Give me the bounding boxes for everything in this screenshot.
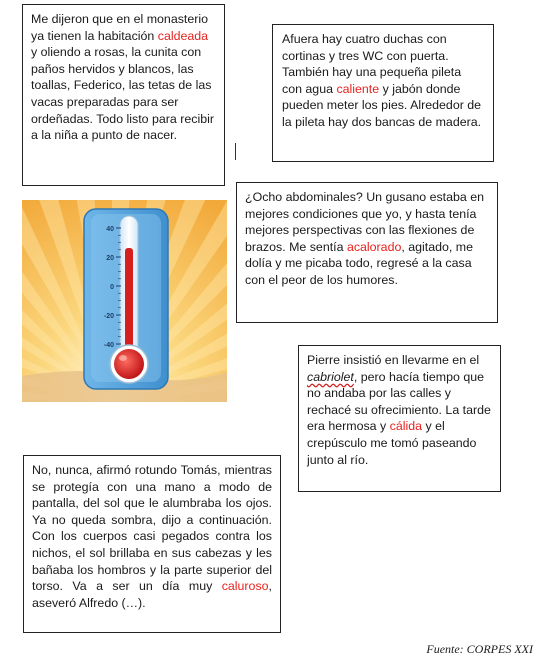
text-excerpt-3 bbox=[236, 182, 498, 323]
excerpt-5-paragraph bbox=[32, 462, 272, 611]
source-caption: Fuente: CORPES XXI bbox=[426, 642, 533, 656]
thermometer-illustration bbox=[22, 200, 227, 402]
excerpt-3-text-b: , agitado, me dolía y me picaba todo, regresé a la casa con el peor de los humores. bbox=[245, 239, 473, 287]
scale-label: -20 bbox=[103, 313, 114, 320]
highlight-word-caluroso: caluroso bbox=[221, 579, 269, 594]
mercury-column bbox=[125, 248, 133, 360]
text-excerpt-5 bbox=[23, 455, 281, 633]
text-excerpt-2 bbox=[272, 24, 494, 162]
excerpt-2-text-a: Afuera hay cuatro duchas con cortinas y tres WC con puerta. También hay una pequeña pileta con agua bbox=[282, 32, 462, 96]
excerpt-3-paragraph bbox=[245, 189, 489, 289]
text-cursor bbox=[235, 143, 236, 160]
scale-label: 40 bbox=[106, 226, 114, 233]
excerpt-1-text-b: y oliendo a rosas, la cunita con paños hervidos y blancos, las toallas, Federico, las tetas de las vacas preparadas para ser ordeñadas. Todo listo para recibir a la niña a punto de nacer. bbox=[31, 45, 214, 143]
excerpt-5-text-b: , aseveró Alfredo (…). bbox=[32, 579, 272, 610]
highlight-word-calida: cálida bbox=[389, 419, 423, 434]
italic-word-cabriolet: cabriolet bbox=[307, 369, 354, 384]
excerpt-3-text-a: ¿Ocho abdominales? Un gusano estaba en mejores condiciones que yo, y hasta tenía mejores perspectivas con las flexiones de brazos. Me sentía bbox=[245, 190, 485, 254]
excerpt-4-paragraph bbox=[307, 352, 492, 468]
mercury-bulb bbox=[114, 349, 144, 379]
thermometer-svg bbox=[22, 200, 227, 402]
excerpt-5-text-a: No, nunca, afirmó rotundo Tomás, mientras se protegía con una mano a modo de pantalla, del sol que le alumbraba los ojos. Ya no queda sombra, dijo a continuación. Con los cuerpos casi pegados contra los nichos, el sol brillaba en sus cabezas y les bañaba los hombros y la parte superior del torso. Va a ser un día muy bbox=[32, 463, 272, 594]
excerpt-2-paragraph bbox=[282, 31, 484, 131]
excerpt-4-text-b: , pero hacía tiempo que no andaba por las calles y rechacé su ofrecimiento. La tarde era hermosa y bbox=[307, 369, 491, 434]
excerpt-1-text-a: Me dijeron que en el monasterio ya tienen la habitación bbox=[31, 12, 209, 43]
text-excerpt-4 bbox=[298, 345, 501, 492]
scale-label: 0 bbox=[110, 284, 114, 291]
excerpt-1-paragraph bbox=[31, 11, 216, 144]
highlight-word-caldeada: caldeada bbox=[157, 28, 209, 43]
highlight-word-acalorado: acalorado bbox=[346, 239, 402, 254]
excerpt-2-text-b: y jabón donde pueden meter los pies. Alrededor de la pileta hay dos bancas de madera. bbox=[282, 81, 482, 129]
excerpt-4-text-c: y el crepúsculo me tomó paseando junto al río. bbox=[307, 419, 477, 467]
scale-label: 20 bbox=[106, 255, 114, 262]
highlight-word-caliente: caliente bbox=[336, 81, 380, 96]
text-excerpt-1 bbox=[22, 4, 225, 186]
scale-label: -40 bbox=[103, 342, 114, 349]
excerpt-4-text-a: Pierre insistió en llevarme en el bbox=[307, 353, 480, 367]
